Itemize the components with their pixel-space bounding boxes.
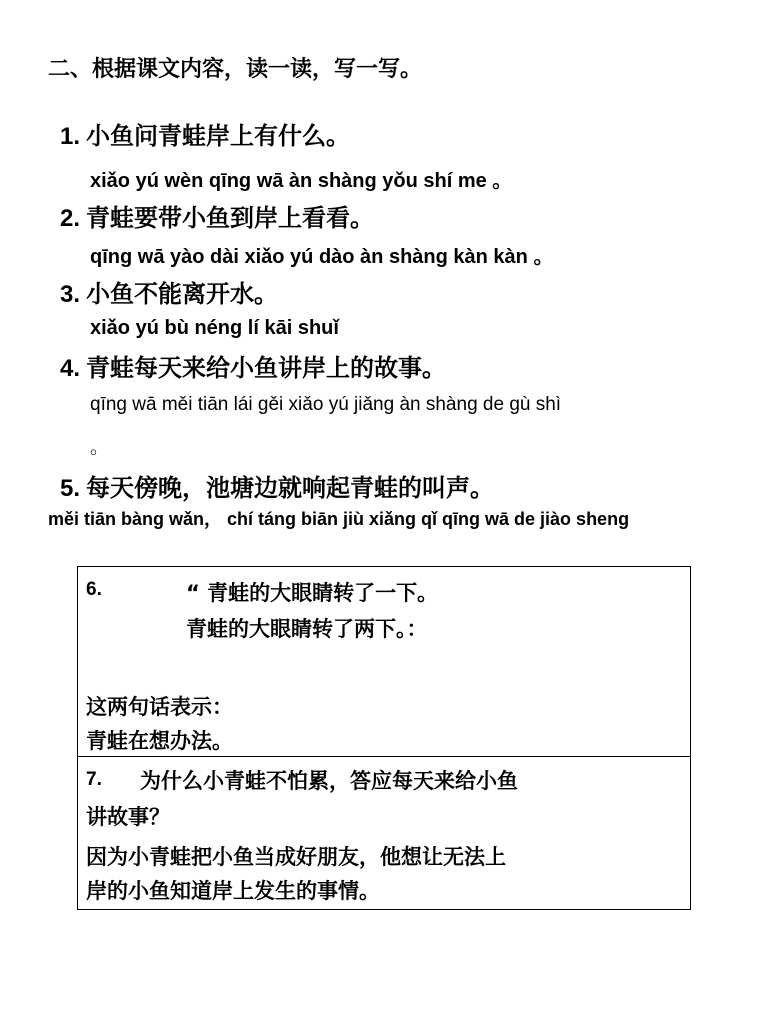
pinyin-4-tail: 。: [90, 437, 110, 458]
sentence-text: 小鱼问青蛙岸上有什么。: [86, 122, 351, 150]
sentence-number: 3.: [60, 281, 81, 308]
sentence-text: 青蛙每天来给小鱼讲岸上的故事。: [86, 354, 447, 382]
pinyin-4: qīng wā měi tiān lái gěi xiǎo yú jiǎng àn shàng de gù shì: [90, 394, 562, 415]
answer-text: 青蛙在想办法。: [86, 729, 233, 753]
pinyin-1: xiǎo yú wèn qīng wā àn shàng yǒu shí me 。: [90, 170, 513, 192]
sentence-1: [60, 116, 350, 151]
pinyin-2: qīng wā yào dài xiǎo yú dào àn shàng kàn kàn 。: [90, 246, 554, 268]
pinyin-3: xiǎo yú bù néng lí kāi shuǐ: [90, 317, 339, 339]
sentence-text: 小鱼不能离开水。: [86, 280, 279, 308]
answer-line-1: 因为小青蛙把小鱼当成好朋友，他想让无法上: [86, 845, 506, 869]
sentence-text: 青蛙要带小鱼到岸上看看。: [86, 204, 375, 232]
sentence-number: 4.: [60, 355, 81, 382]
question-line-1: 为什么小青蛙不怕累，答应每天来给小鱼: [140, 769, 518, 793]
question-prompt: 这两句话表示：: [86, 695, 233, 719]
sentence-5: [60, 468, 494, 503]
question-number: 6.: [86, 579, 102, 600]
sentence-number: 5.: [60, 475, 81, 502]
sentence-number: 2.: [60, 205, 81, 232]
sentence-4: [60, 348, 446, 383]
quote-line-2: 青蛙的大眼睛转了两下。：: [186, 617, 428, 641]
answer-line-2: 岸的小鱼知道岸上发生的事情。: [86, 879, 380, 903]
question-line-2: 讲故事？: [86, 805, 170, 829]
section-heading: 二、根据课文内容，读一读，写一写。: [48, 57, 423, 82]
pinyin-5: měi tiān bàng wǎn， chí táng biān jiù xiǎng qǐ qīng wā de jiào sheng: [48, 509, 630, 529]
sentence-number: 1.: [60, 123, 81, 150]
sentence-2: [60, 198, 374, 233]
sentence-3: [60, 274, 278, 309]
quote-line-1: “ 青蛙的大眼睛转了一下。: [186, 581, 439, 605]
question-7-box: [77, 757, 691, 910]
question-6-box: [77, 566, 691, 757]
question-number: 7.: [86, 769, 102, 790]
sentence-text: 每天傍晚，池塘边就响起青蛙的叫声。: [86, 474, 495, 502]
